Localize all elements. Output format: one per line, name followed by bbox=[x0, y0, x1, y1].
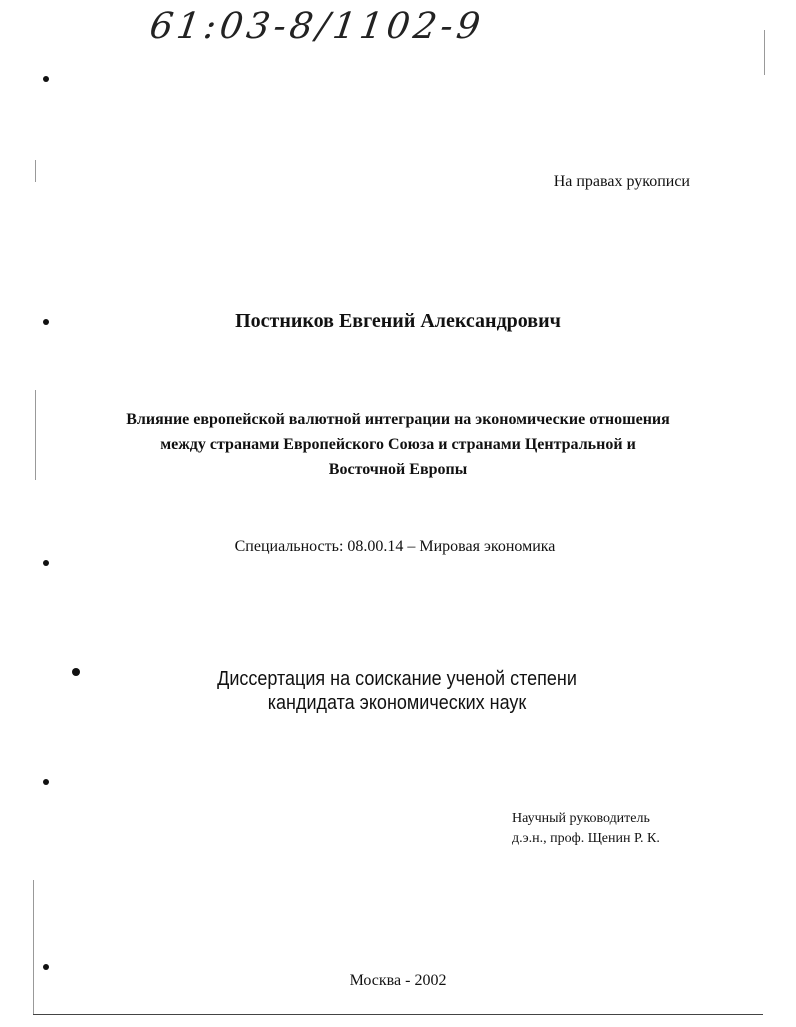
degree-line: кандидата экономических наук bbox=[267, 692, 527, 714]
scan-edge bbox=[764, 30, 765, 75]
title-line: Влияние европейской валютной интеграции на экономические отношения bbox=[126, 411, 670, 428]
scan-edge bbox=[33, 880, 34, 1015]
scan-edge bbox=[35, 390, 36, 480]
title-line: Восточной Европы bbox=[328, 461, 468, 478]
scan-mark bbox=[43, 779, 49, 785]
supervisor-label: Научный руководитель bbox=[512, 811, 650, 826]
scan-edge bbox=[35, 160, 36, 182]
scan-edge bbox=[33, 1014, 763, 1015]
title-line: между странами Европейского Союза и странами Центральной и bbox=[160, 436, 636, 453]
handwritten-archive-code: 61:03-8/1102-9 bbox=[147, 6, 487, 47]
supervisor-block bbox=[512, 809, 660, 849]
specialty: Специальность: 08.00.14 – Мировая экономика bbox=[234, 538, 556, 555]
scan-mark bbox=[43, 76, 49, 82]
scan-mark bbox=[43, 560, 49, 566]
scan-mark bbox=[72, 668, 80, 676]
author-name: Постников Евгений Александрович bbox=[235, 310, 561, 332]
scan-mark bbox=[43, 319, 49, 325]
degree-line: Диссертация на соискание ученой степени bbox=[217, 668, 577, 690]
dissertation-title bbox=[60, 407, 736, 482]
city-year: Москва - 2002 bbox=[349, 972, 447, 989]
rights-note: На правах рукописи bbox=[553, 173, 690, 190]
degree-statement bbox=[40, 667, 755, 715]
scan-mark bbox=[43, 964, 49, 970]
supervisor-name: д.э.н., проф. Щенин Р. К. bbox=[512, 831, 660, 846]
